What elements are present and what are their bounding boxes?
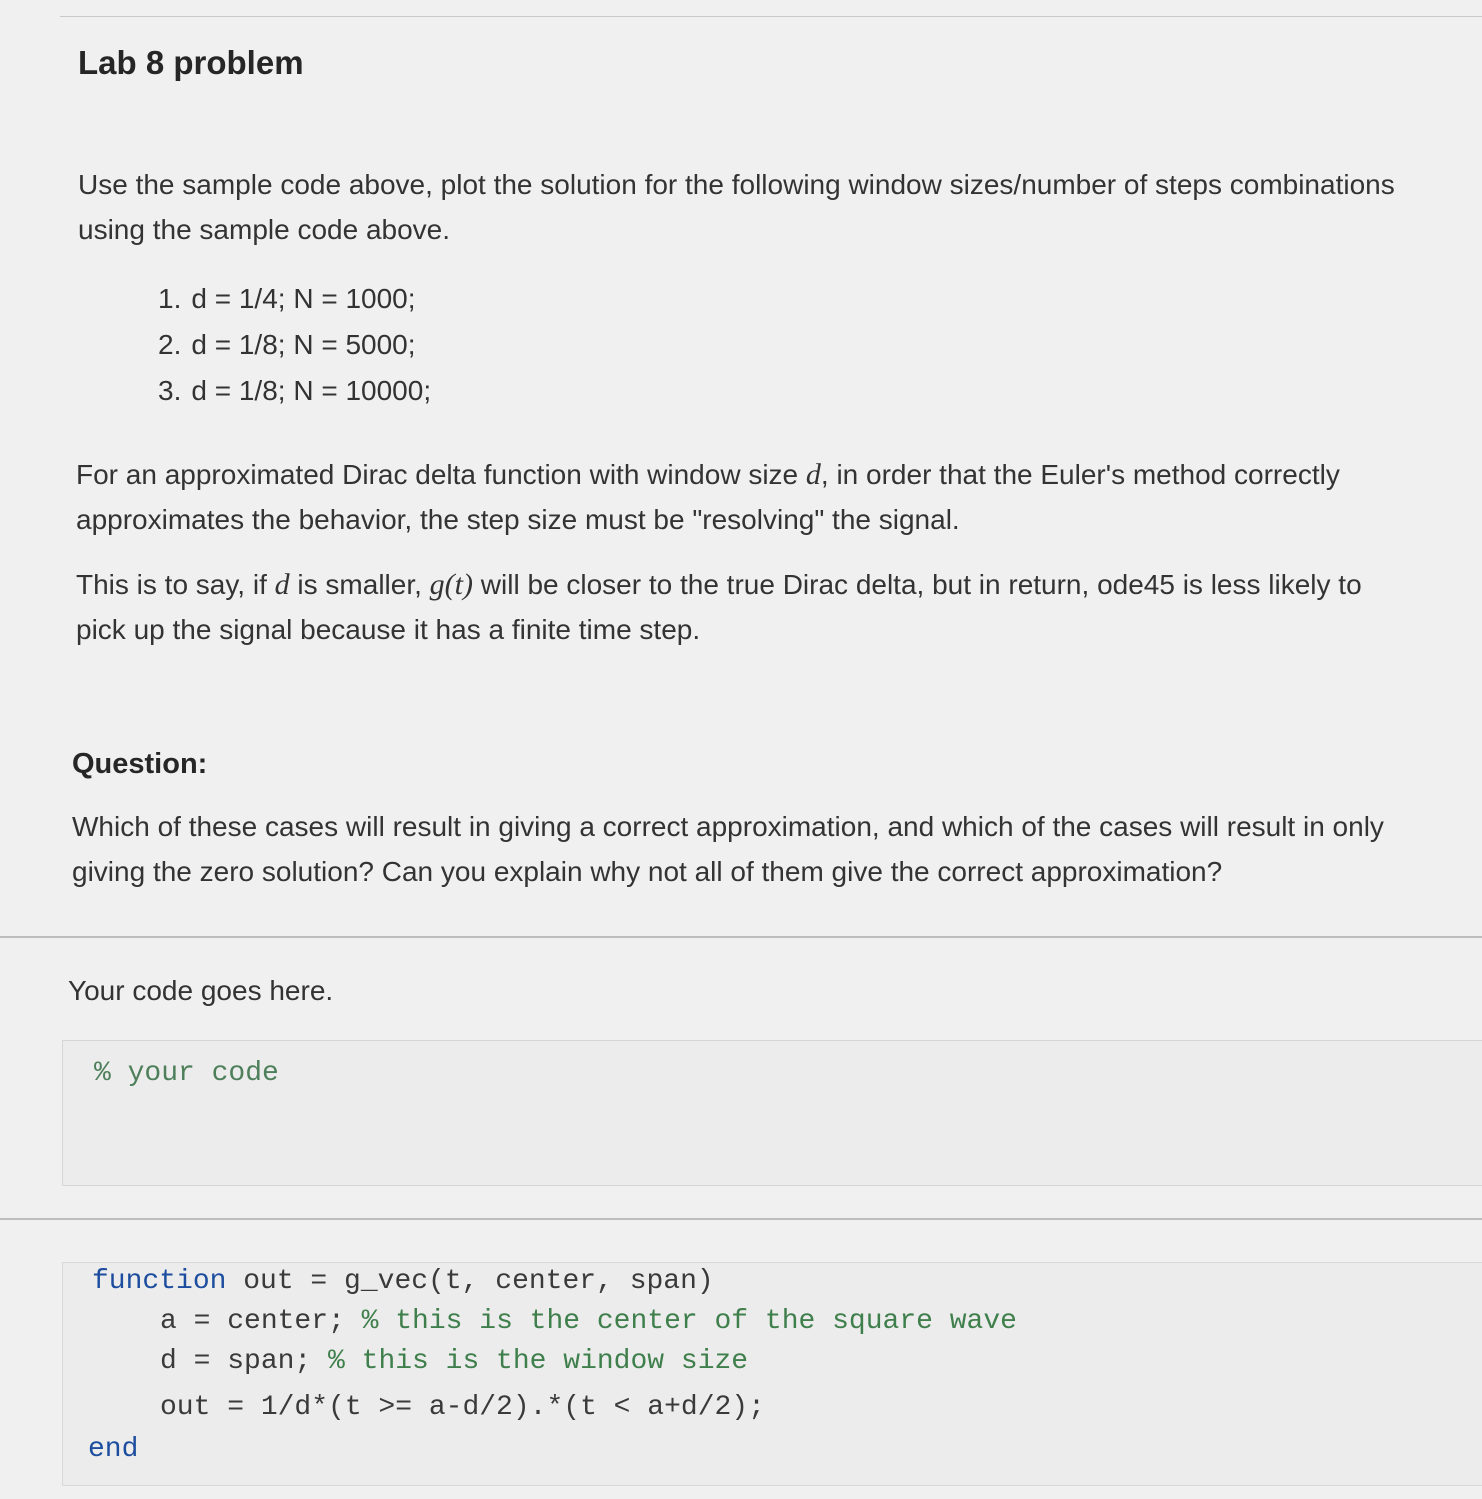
code-text: out = g_vec(t, center, span) bbox=[226, 1266, 714, 1297]
list-number: 1. bbox=[158, 283, 182, 314]
code-line-3[interactable] bbox=[160, 1346, 748, 1377]
tradeoff-paragraph bbox=[76, 562, 1416, 652]
text-run: is smaller, bbox=[289, 569, 430, 600]
dirac-paragraph bbox=[76, 452, 1416, 542]
list-text: d = 1/8; N = 5000; bbox=[191, 329, 416, 360]
intro-paragraph: Use the sample code above, plot the solution for the following window sizes/number of steps combinations using the sample code above. bbox=[78, 169, 1395, 245]
text-run: This is to say, if bbox=[76, 569, 275, 600]
code-line-5[interactable]: end bbox=[88, 1434, 139, 1465]
section-title: Lab 8 problem bbox=[78, 44, 304, 81]
math-variable: d bbox=[274, 568, 290, 601]
question-heading: Question: bbox=[72, 748, 208, 780]
code-line-2[interactable] bbox=[160, 1306, 1017, 1337]
code-placeholder[interactable]: % your code bbox=[94, 1058, 279, 1089]
question-text: Which of these cases will result in giving a correct approximation, and which of the cases will result in only giving the zero solution? Can you explain why not all of them give the correct approximation? bbox=[72, 811, 1384, 887]
list-item bbox=[158, 276, 431, 322]
code-comment: % this is the window size bbox=[328, 1346, 749, 1377]
list-item bbox=[158, 368, 431, 414]
code-text: a = center; bbox=[160, 1306, 362, 1337]
cell-divider bbox=[0, 1218, 1482, 1220]
list-text: d = 1/8; N = 10000; bbox=[191, 375, 432, 406]
section-divider bbox=[60, 16, 1482, 17]
cell-divider bbox=[0, 936, 1482, 938]
list-number: 3. bbox=[158, 375, 182, 406]
list-text: d = 1/4; N = 1000; bbox=[191, 283, 416, 314]
text-run: For an approximated Dirac delta function with window size bbox=[76, 459, 806, 490]
code-comment: % this is the center of the square wave bbox=[361, 1306, 1017, 1337]
list-number: 2. bbox=[158, 329, 182, 360]
list-item bbox=[158, 322, 431, 368]
code-text: d = span; bbox=[160, 1346, 329, 1377]
text-run: , in order that the Euler's method correctly approximates the behavior, the step size must be "resolving" the signal. bbox=[76, 459, 1340, 535]
code-line-4[interactable]: out = 1/d*(t >= a-d/2).*(t < a+d/2); bbox=[160, 1392, 765, 1423]
code-heading: Your code goes here. bbox=[68, 975, 334, 1006]
keyword: function bbox=[92, 1266, 227, 1297]
math-variable: d bbox=[805, 458, 821, 491]
code-line-1[interactable] bbox=[92, 1266, 714, 1297]
text-run: will be closer to the true Dirac delta, but in return, ode45 is less likely to pick up the signal because it has a finite time step. bbox=[76, 569, 1362, 645]
math-function: g(t) bbox=[429, 568, 473, 601]
cases-list bbox=[158, 276, 431, 414]
